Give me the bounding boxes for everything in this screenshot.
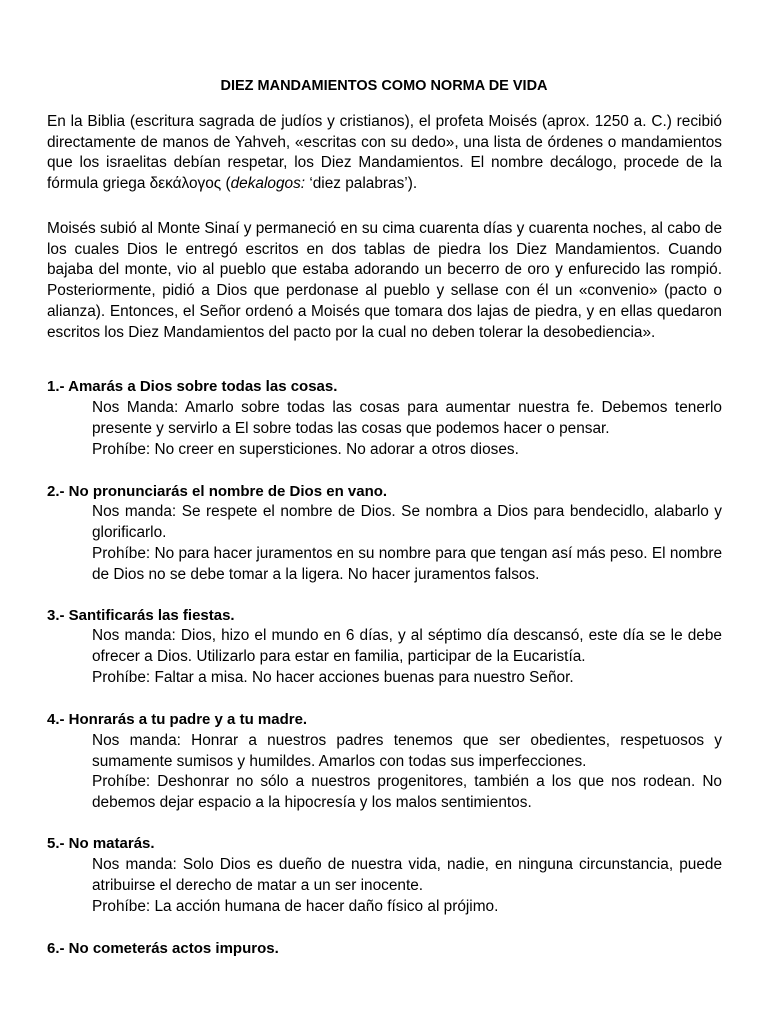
commandment-3-heading: 3.- Santificarás las fiestas. (47, 607, 235, 624)
commandment-6-heading: 6.- No cometerás actos impuros. (47, 940, 279, 957)
commandment-4-manda: Nos manda: Honrar a nuestros padres tenemos que ser obedientes, respetuosos y sumamente sumisos y humildes. Amarlos con todas sus imperfecciones. (92, 732, 722, 770)
commandment-2-heading: 2.- No pronunciarás el nombre de Dios en vano. (47, 483, 388, 500)
greek-word: δεκάλογος (149, 175, 222, 193)
commandment-1-manda: Nos Manda: Amarlo sobre todas las cosas para aumentar nuestra fe. Debemos tenerlo presente y servirlo a El sobre todas las cosas que podemos hacer o pensar. (92, 399, 722, 437)
commandment-5-heading: 5.- No matarás. (47, 835, 155, 852)
transliteration: dekalogos: (230, 175, 306, 193)
commandment-2-manda: Nos manda: Se respete el nombre de Dios. Se nombra a Dios para bendecidlo, alabarlo y glorificarlo. (92, 503, 722, 541)
commandment-5-manda: Nos manda: Solo Dios es dueño de nuestra vida, nadie, en ninguna circunstancia, puede atribuirse el derecho de matar a un ser inocente. (92, 856, 722, 894)
intro-paragraph (47, 112, 722, 195)
commandment-1-heading: 1.- Amarás a Dios sobre todas las cosas. (47, 378, 338, 395)
page-title: DIEZ MANDAMIENTOS COMO NORMA DE VIDA (220, 78, 548, 94)
history-paragraph: Moisés subió al Monte Sinaí y permaneció en su cima cuarenta días y cuarenta noches, al cabo de los cuales Dios le entregó escritos en dos tablas de piedra los Diez Mandamientos. Cuando bajaba del monte, vio al pueblo que estaba adorando un becerro de oro y enfurecido las rompió. Posteriormente, pidió a Dios que perdonase al pueblo y sellase con él un «convenio» (pacto o alianza). Entonces, el Señor ordenó a Moisés que tomara dos lajas de piedra, y en ellas quedaron escritos los Diez Mandamientos del pacto por la cual no deben tolerar la desobediencia». (47, 220, 723, 341)
commandment-1-prohibe: Prohíbe: No creer en supersticiones. No adorar a otros dioses. (92, 441, 519, 458)
commandment-2-prohibe: Prohíbe: No para hacer juramentos en su nombre para que tengan así más peso. El nombre de Dios no se debe tomar a la ligera. No hacer juramentos falsos. (92, 545, 722, 583)
intro-ending: ‘diez palabras’). (305, 175, 418, 193)
commandment-4-prohibe: Prohíbe: Deshonrar no sólo a nuestros progenitores, también a los que nos rodean. No debemos dejar espacio a la hipocresía y los malos sentimientos. (92, 773, 722, 811)
commandment-4-heading: 4.- Honrarás a tu padre y a tu madre. (47, 711, 308, 728)
commandment-5-prohibe: Prohíbe: La acción humana de hacer daño físico al prójimo. (92, 898, 499, 915)
intro-text: En la Biblia (escritura sagrada de judíos y cristianos), el profeta Moisés (aprox. 1250 a. C.) recibió directamente de manos de Yahveh, «escritas con su dedo», una lista de órdenes o mandamientos que los israelitas debían respetar, los Diez Mandamientos. El nombre decálogo, procede de la fórmula griega (47, 113, 722, 193)
commandment-3-manda: Nos manda: Dios, hizo el mundo en 6 días, y al séptimo día descansó, este día se le debe ofrecer a Dios. Utilizarlo para estar en familia, participar de la Eucaristía. (92, 627, 722, 665)
intro-paren: ( (221, 175, 231, 193)
commandment-3-prohibe: Prohíbe: Faltar a misa. No hacer acciones buenas para nuestro Señor. (92, 669, 574, 686)
